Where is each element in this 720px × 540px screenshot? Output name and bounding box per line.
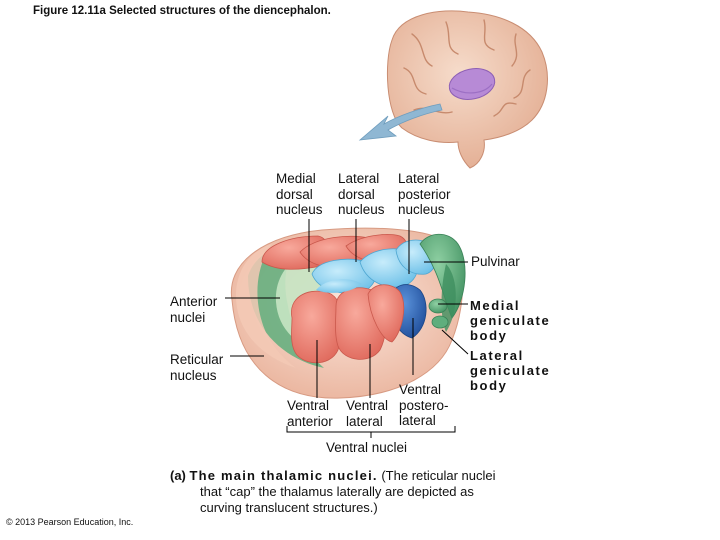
figure-caption bbox=[170, 468, 496, 484]
figure-title: Figure 12.11a Selected structures of the diencephalon. bbox=[33, 5, 331, 17]
label-lateral-geniculate-body: Lateral geniculate body bbox=[470, 348, 551, 393]
caption-part-label: (a) bbox=[170, 468, 186, 483]
thalamus-illustration bbox=[231, 228, 465, 398]
caption-line1: (The reticular nuclei bbox=[377, 468, 496, 483]
caption-heading: The main thalamic nuclei. bbox=[189, 468, 378, 483]
label-reticular-nucleus: Reticular nucleus bbox=[170, 352, 224, 383]
label-ventral-nuclei: Ventral nuclei bbox=[326, 440, 408, 455]
label-medial-geniculate-body: Medial geniculate body bbox=[470, 298, 551, 343]
copyright-notice: © 2013 Pearson Education, Inc. bbox=[6, 517, 134, 527]
label-lateral-dorsal-nucleus: Lateral dorsal nucleus bbox=[338, 171, 385, 218]
label-ventral-anterior: Ventral anterior bbox=[287, 398, 333, 429]
caption-line3: curving translucent structures.) bbox=[200, 500, 378, 515]
brain-thumbnail bbox=[387, 11, 547, 168]
label-ventral-lateral: Ventral lateral bbox=[346, 398, 389, 429]
label-anterior-nuclei: Anterior nuclei bbox=[170, 294, 218, 325]
caption-line2: that “cap” the thalamus laterally are depicted as bbox=[200, 484, 474, 499]
label-medial-dorsal-nucleus: Medial dorsal nucleus bbox=[276, 171, 323, 218]
label-lateral-posterior-nucleus: Lateral posterior nucleus bbox=[398, 171, 451, 218]
label-pulvinar: Pulvinar bbox=[471, 254, 520, 269]
label-ventral-posterolateral: Ventral postero- lateral bbox=[399, 382, 449, 429]
